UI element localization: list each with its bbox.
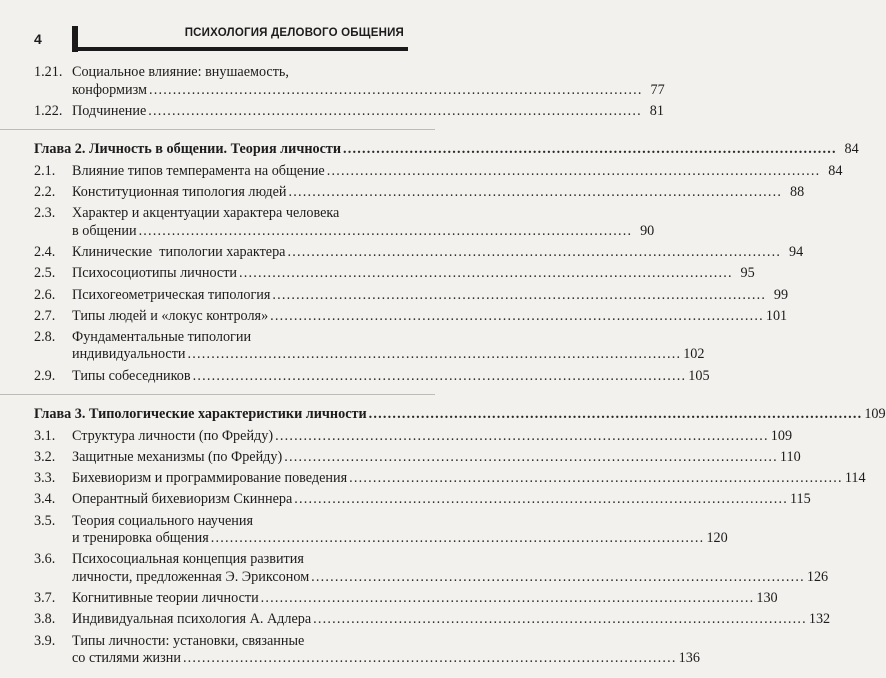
running-title: ПСИХОЛОГИЯ ДЕЛОВОГО ОБЩЕНИЯ xyxy=(184,27,404,39)
leader-dots: ........................................................................................................ xyxy=(182,650,677,667)
toc-entry xyxy=(34,427,793,446)
toc-entry-text: Когнитивные теории личности xyxy=(72,590,259,607)
toc-entry-page: 81 xyxy=(649,102,664,119)
toc-entry-text: со стилями жизни xyxy=(72,650,181,667)
toc-entry-text: Индивидуальная психология А. Адлера xyxy=(72,611,312,628)
toc-entry-text: и тренировка общения xyxy=(72,530,209,547)
toc-entry-number: 1.21. xyxy=(34,64,63,80)
chapter-title: Глава 3. Типологические характеристики личности xyxy=(34,406,367,423)
toc-entry-text: Типы собеседников xyxy=(72,367,191,384)
toc-entry-text: Конституционная типология людей xyxy=(72,184,287,201)
toc-entry-text: Социальное влияние: внушаемость, xyxy=(72,64,289,80)
leader-dots: ........................................................................................................ xyxy=(272,286,767,303)
leader-dots: ........................................................................................................ xyxy=(326,162,821,179)
leader-dots: ........................................................................................................ xyxy=(210,530,705,547)
toc-entry-number: 2.9. xyxy=(34,367,56,384)
toc-entry-number: 3.1. xyxy=(34,427,56,444)
toc-entry-number: 2.1. xyxy=(34,162,56,179)
toc-entry xyxy=(34,244,804,262)
toc-entry-page: 132 xyxy=(808,611,831,628)
toc-entry-text: личности, предложенная Э. Эриксоном xyxy=(72,568,310,585)
toc-entry-text: Типы личности: установки, связанные xyxy=(72,632,305,649)
leader-dots: ........................................................................................................ xyxy=(288,184,783,201)
toc-entry-text: в общении xyxy=(72,222,137,239)
leader-dots: ........................................................................................................ xyxy=(275,427,769,444)
toc-entry xyxy=(34,512,728,548)
toc-entry-page: 114 xyxy=(844,470,866,487)
leader-dots: ........................................................................................................ xyxy=(270,307,764,324)
toc-entry-number: 3.6. xyxy=(34,551,56,568)
toc-entry-page: 90 xyxy=(640,222,655,239)
leader-dots: ........................................................................................................ xyxy=(284,449,778,466)
toc-entry-number: 3.8. xyxy=(34,611,56,628)
toc-entry xyxy=(34,551,829,586)
toc-entry-text: Влияние типов темперамента на общение xyxy=(72,162,325,179)
chapter-heading xyxy=(34,406,886,424)
toc-entry xyxy=(34,590,778,608)
toc-entry-text: Фундаментальные типологии xyxy=(72,328,252,345)
toc-entry-page: 88 xyxy=(790,184,805,201)
leader-dots: ........................................................................................................ xyxy=(239,265,733,282)
toc-entry-text: Клинические типологии характера xyxy=(72,244,286,261)
leader-dots: ........................................................................................................ xyxy=(148,81,643,98)
toc-entry-number: 2.3. xyxy=(34,205,56,222)
page-header xyxy=(0,0,416,58)
leader-dots: ........................................................................................................ xyxy=(138,222,633,239)
toc-entry-text: Подчинение xyxy=(72,102,147,119)
header-rule-horizontal xyxy=(72,47,408,51)
toc-entry-text: Психогеометрическая типология xyxy=(72,286,271,303)
toc-entry xyxy=(34,286,789,305)
toc-entry xyxy=(34,367,710,386)
toc-entry xyxy=(34,64,665,99)
toc-entry-text: индивидуальности xyxy=(72,346,186,363)
section-divider xyxy=(0,129,435,130)
toc-entry-number: 3.4. xyxy=(34,491,56,508)
toc-entry xyxy=(34,265,755,283)
toc-entry-text: Защитные механизмы (по Фрейду) xyxy=(72,449,283,466)
chapter-page: 109 xyxy=(864,406,886,423)
toc-entry-page: 109 xyxy=(770,427,793,444)
toc-entry-page: 136 xyxy=(678,650,700,667)
toc-entry xyxy=(34,491,811,509)
toc-entry xyxy=(34,449,801,467)
toc-entry xyxy=(34,205,655,240)
leader-dots: ........................................................................................................ xyxy=(343,141,837,158)
toc-entry-number: 3.2. xyxy=(34,449,56,466)
toc-entry-text: Психосоциальная концепция развития xyxy=(72,551,304,568)
toc-entry-text: Структура личности (по Фрейду) xyxy=(72,427,274,444)
toc-entry-number: 2.8. xyxy=(34,328,56,345)
toc-entry-text: Характер и акцентуации характера человека xyxy=(72,205,340,222)
toc-entry-page: 101 xyxy=(765,307,788,324)
toc-entry-page: 120 xyxy=(706,530,728,547)
toc-entry-page: 77 xyxy=(650,81,665,98)
toc-entry-page: 99 xyxy=(773,286,789,303)
toc-entry-number: 2.4. xyxy=(34,244,56,261)
toc-entry-number: 3.5. xyxy=(34,512,56,529)
toc-entry-number: 3.3. xyxy=(34,470,56,487)
leader-dots: ........................................................................................................ xyxy=(260,590,755,607)
toc-entry xyxy=(34,632,700,668)
toc-entry-number: 2.7. xyxy=(34,307,56,324)
toc-entry-page: 94 xyxy=(788,244,804,261)
toc-entry xyxy=(34,611,831,629)
toc-entry-number: 2.2. xyxy=(34,184,56,201)
toc-entry-number: 2.6. xyxy=(34,286,56,303)
toc-entry-page: 130 xyxy=(756,590,778,607)
leader-dots: ........................................................................................................ xyxy=(294,491,788,508)
toc-entry-page: 110 xyxy=(779,449,801,466)
toc-entry-text: Психосоциотипы личности xyxy=(72,265,238,282)
leader-dots: ........................................................................................................ xyxy=(187,346,682,363)
leader-dots: ........................................................................................................ xyxy=(311,568,805,585)
leader-dots: ........................................................................................................ xyxy=(349,470,843,487)
toc-entry-number: 3.9. xyxy=(34,632,56,649)
toc-entry xyxy=(34,184,805,202)
toc-entry-page: 102 xyxy=(683,346,705,363)
chapter-page: 84 xyxy=(844,141,859,158)
toc-entry-page: 126 xyxy=(806,568,829,585)
table-of-contents xyxy=(34,64,886,671)
toc-entry-page: 95 xyxy=(740,265,755,282)
toc-entry xyxy=(34,470,866,488)
toc-entry-number: 1.22. xyxy=(34,102,63,119)
toc-entry-number: 2.5. xyxy=(34,265,56,282)
toc-entry xyxy=(34,162,843,181)
toc-entry-text: Теория социального научения xyxy=(72,512,254,529)
chapter-title: Глава 2. Личность в общении. Теория личности xyxy=(34,141,342,158)
leader-dots: ........................................................................................................ xyxy=(148,102,642,119)
toc-entry xyxy=(34,102,664,121)
section-divider xyxy=(0,394,435,395)
page-number: 4 xyxy=(34,31,42,47)
toc-entry-text: Типы людей и «локус контроля» xyxy=(72,307,269,324)
toc-entry-text: конформизм xyxy=(72,81,147,98)
leader-dots: ........................................................................................................ xyxy=(368,406,863,423)
toc-entry-number: 3.7. xyxy=(34,590,56,607)
toc-entry-text: Бихевиоризм и программирование поведения xyxy=(72,470,348,487)
leader-dots: ........................................................................................................ xyxy=(313,611,807,628)
toc-entry-text: Оперантный бихевиоризм Скиннера xyxy=(72,491,293,508)
toc-entry xyxy=(34,328,705,364)
toc-entry-page: 105 xyxy=(688,367,710,384)
leader-dots: ........................................................................................................ xyxy=(192,367,687,384)
leader-dots: ........................................................................................................ xyxy=(287,244,782,261)
chapter-heading xyxy=(34,141,859,159)
toc-entry xyxy=(34,307,788,326)
toc-entry-page: 84 xyxy=(828,162,843,179)
toc-entry-page: 115 xyxy=(789,491,811,508)
